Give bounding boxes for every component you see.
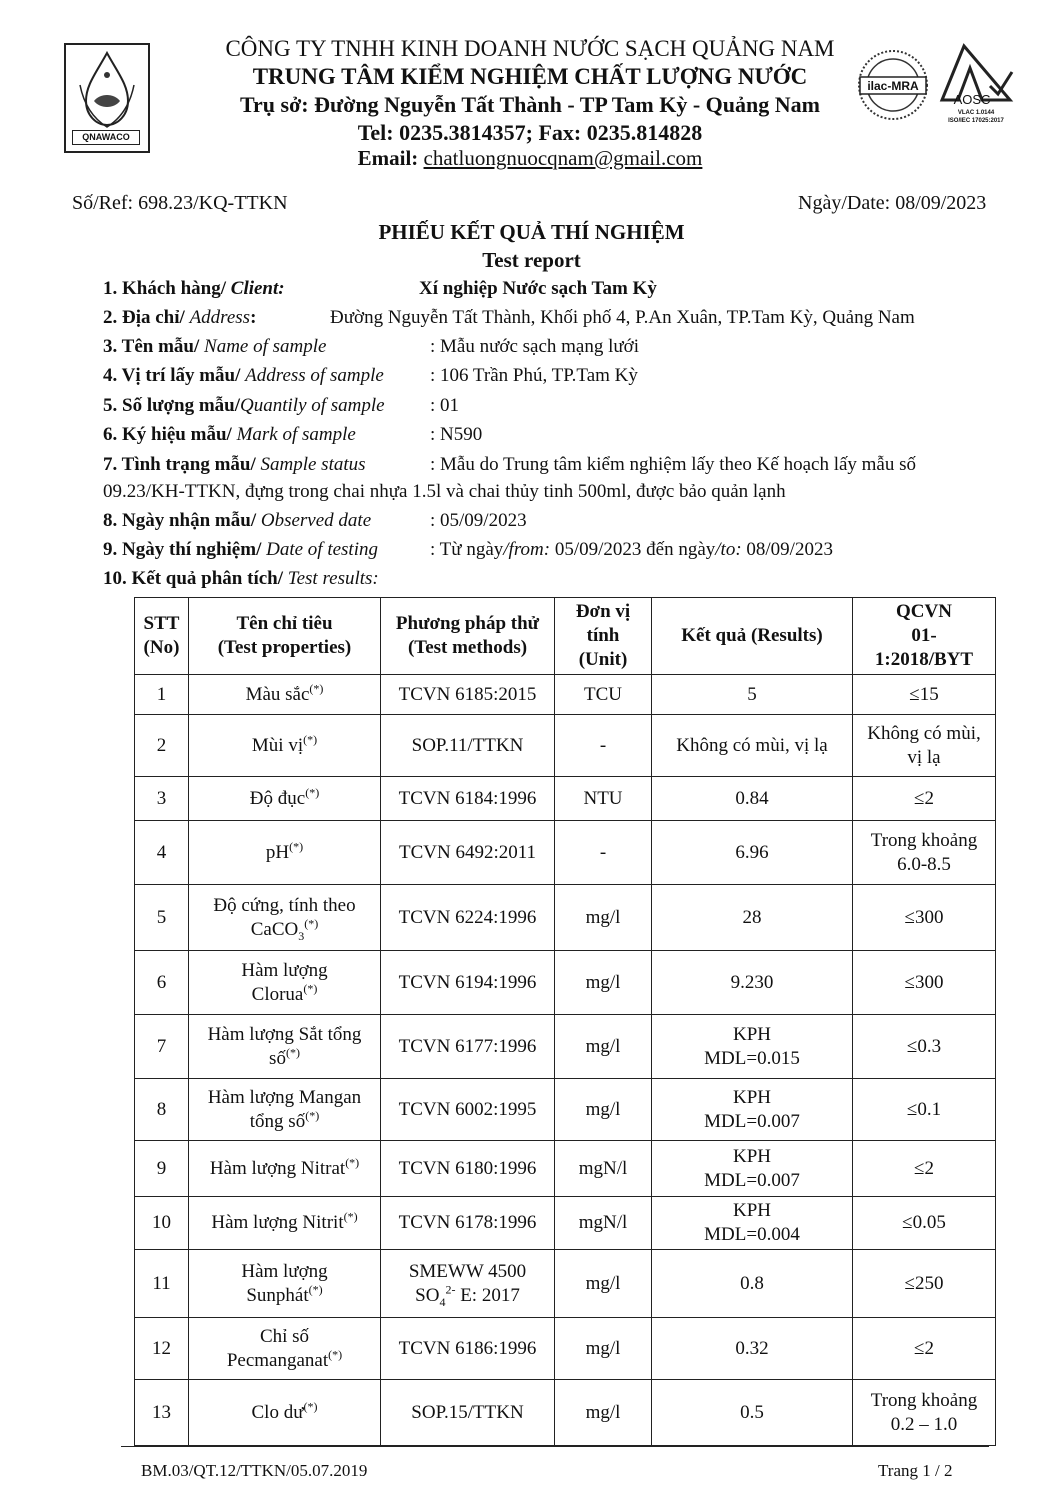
cell-method: TCVN 6185:2015	[381, 675, 555, 715]
cell-unit: mg/l	[555, 1079, 652, 1141]
cell-standard: ≤15	[853, 675, 996, 715]
cell-property: Clo dư(*)	[189, 1380, 381, 1446]
testing-date-value: : Từ ngày/from: 05/09/2023 đến ngày/to: 08/09/2023	[430, 539, 833, 560]
cell-unit: -	[555, 821, 652, 885]
footer-divider	[121, 1446, 989, 1447]
cell-standard: ≤0.05	[853, 1197, 996, 1250]
cell-no: 5	[135, 885, 189, 951]
cell-no: 13	[135, 1380, 189, 1446]
company-name: CÔNG TY TNHH KINH DOANH NƯỚC SẠCH QUẢNG NAM	[225, 36, 835, 61]
header-property: Tên chỉ tiêu (Test properties)	[189, 598, 381, 675]
cell-property: Độ cứng, tính theo CaCO$_3$(*)	[189, 885, 381, 951]
cell-property: Hàm lượng Mangan tổng số(*)	[189, 1079, 381, 1141]
cell-no: 3	[135, 777, 189, 821]
form-code: BM.03/QT.12/TTKN/05.07.2019	[141, 1461, 368, 1480]
cell-property: Hàm lượng Clorua(*)	[189, 951, 381, 1015]
email-link[interactable]: chatluongnuocqnam@gmail.com	[423, 146, 703, 170]
client-label: 1. Khách hàng/ Client:	[103, 278, 285, 299]
center-name: TRUNG TÂM KIỂM NGHIỆM CHẤT LƯỢNG NƯỚC	[252, 64, 808, 89]
cell-unit: mg/l	[555, 1318, 652, 1380]
cell-result: KPH MDL=0.004	[652, 1197, 853, 1250]
table-row	[135, 777, 996, 821]
cell-method: TCVN 6177:1996	[381, 1015, 555, 1079]
address-line: Trụ sở: Đường Nguyễn Tất Thành - TP Tam Kỳ - Quảng Nam	[240, 92, 820, 117]
table-row	[135, 1079, 996, 1141]
header-method: Phương pháp thử (Test methods)	[381, 598, 555, 675]
tel-line: Tel: 0235.3814357; Fax: 0235.814828	[357, 120, 703, 145]
cell-no: 2	[135, 715, 189, 777]
results-table	[134, 597, 996, 1446]
cell-no: 12	[135, 1318, 189, 1380]
client-value: Xí nghiệp Nước sạch Tam Kỳ	[419, 278, 657, 299]
cell-no: 10	[135, 1197, 189, 1250]
cell-unit: TCU	[555, 675, 652, 715]
report-subtitle: Test report	[482, 248, 581, 272]
cell-no: 9	[135, 1141, 189, 1197]
cell-standard: ≤300	[853, 885, 996, 951]
observed-date-value: : 05/09/2023	[430, 510, 527, 531]
cell-no: 8	[135, 1079, 189, 1141]
page-number: Trang 1 / 2	[878, 1461, 953, 1480]
cell-result: 6.96	[652, 821, 853, 885]
table-row	[135, 1250, 996, 1318]
cell-standard: Trong khoảng 6.0-8.5	[853, 821, 996, 885]
cell-result: KPH MDL=0.007	[652, 1079, 853, 1141]
status-label: 7. Tình trạng mẫu/ Sample status	[103, 454, 366, 475]
cell-standard: ≤250	[853, 1250, 996, 1318]
sample-address-label: 4. Vị trí lấy mẫu/ Address of sample	[103, 365, 384, 386]
logo-caption: QNAWACO	[72, 130, 140, 145]
table-row	[135, 1197, 996, 1250]
cell-unit: mg/l	[555, 951, 652, 1015]
email-line	[150, 146, 910, 171]
cell-result: KPH MDL=0.007	[652, 1141, 853, 1197]
cell-standard: ≤0.1	[853, 1079, 996, 1141]
cell-property: Hàm lượng Nitrit(*)	[189, 1197, 381, 1250]
cell-property: Màu sắc(*)	[189, 675, 381, 715]
sample-address-value: : 106 Trần Phú, TP.Tam Kỳ	[430, 365, 638, 386]
cell-result: KPH MDL=0.015	[652, 1015, 853, 1079]
cell-result: 28	[652, 885, 853, 951]
cell-standard: ≤2	[853, 1318, 996, 1380]
cell-result: 0.8	[652, 1250, 853, 1318]
cell-standard: Trong khoảng 0.2 – 1.0	[853, 1380, 996, 1446]
cell-unit: mg/l	[555, 885, 652, 951]
cell-method: SOP.11/TTKN	[381, 715, 555, 777]
sample-name-label: 3. Tên mẫu/ Name of sample	[103, 336, 327, 357]
aosc-iso: ISO/IEC 17025:2017	[948, 118, 1004, 124]
table-row	[135, 1015, 996, 1079]
aosc-vlac: VLAC 1.0144	[957, 110, 995, 116]
cell-property: Mùi vị(*)	[189, 715, 381, 777]
cell-standard: ≤0.3	[853, 1015, 996, 1079]
status-value-2: 09.23/KH-TTKN, đựng trong chai nhựa 1.5l và chai thủy tinh 500ml, được bảo quản lạnh	[103, 481, 786, 502]
table-row	[135, 885, 996, 951]
status-value-1: : Mẫu do Trung tâm kiểm nghiệm lấy theo Kế hoạch lấy mẫu số	[430, 454, 917, 475]
cell-standard: ≤300	[853, 951, 996, 1015]
report-title: PHIẾU KẾT QUẢ THÍ NGHIỆM	[378, 220, 685, 244]
quantity-value: : 01	[430, 395, 460, 416]
table-row	[135, 1318, 996, 1380]
cell-standard: ≤2	[853, 1141, 996, 1197]
cell-method: TCVN 6492:2011	[381, 821, 555, 885]
cell-property: Độ đục(*)	[189, 777, 381, 821]
cell-result: 0.5	[652, 1380, 853, 1446]
cell-no: 6	[135, 951, 189, 1015]
ilac-mra-mark	[854, 46, 932, 124]
cell-unit: -	[555, 715, 652, 777]
cell-method: SMEWW 4500 $SO_4^{2-}$ E: 2017	[381, 1250, 555, 1318]
header-unit: Đơn vị tính (Unit)	[555, 598, 652, 675]
cell-method: TCVN 6186:1996	[381, 1318, 555, 1380]
cell-no: 4	[135, 821, 189, 885]
cell-result: 0.32	[652, 1318, 853, 1380]
cell-method: SOP.15/TTKN	[381, 1380, 555, 1446]
table-row	[135, 1380, 996, 1446]
ilac-mra-text: ilac-MRA	[867, 79, 919, 93]
cell-result: 5	[652, 675, 853, 715]
cell-method: TCVN 6002:1995	[381, 1079, 555, 1141]
cell-no: 1	[135, 675, 189, 715]
results-label: 10. Kết quả phân tích/ Test results:	[103, 568, 379, 589]
cell-standard: ≤2	[853, 777, 996, 821]
quantity-label: 5. Số lượng mẫu/Quantily of sample	[103, 395, 385, 416]
cell-unit: NTU	[555, 777, 652, 821]
table-row	[135, 675, 996, 715]
cell-unit: mgN/l	[555, 1197, 652, 1250]
cell-method: TCVN 6178:1996	[381, 1197, 555, 1250]
cell-property: Hàm lượng Sắt tổng số(*)	[189, 1015, 381, 1079]
address-value: Đường Nguyễn Tất Thành, Khối phố 4, P.An Xuân, TP.Tam Kỳ, Quảng Nam	[330, 307, 915, 328]
cell-property: Hàm lượng Sunphát(*)	[189, 1250, 381, 1318]
observed-date-label: 8. Ngày nhận mẫu/ Observed date	[103, 510, 372, 531]
report-date: Ngày/Date: 08/09/2023	[798, 192, 987, 214]
sample-name-value: : Mẫu nước sạch mạng lưới	[430, 336, 640, 357]
header-no: STT (No)	[135, 598, 189, 675]
email-label: Email:	[357, 146, 424, 170]
cell-result: Không có mùi, vị lạ	[652, 715, 853, 777]
ref-number: Số/Ref: 698.23/KQ-TTKN	[72, 192, 288, 214]
cell-method: TCVN 6184:1996	[381, 777, 555, 821]
cell-standard: Không có mùi, vị lạ	[853, 715, 996, 777]
address-label: 2. Địa chỉ/ Address:	[103, 307, 257, 328]
header-standard: QCVN 01- 1:2018/BYT	[853, 598, 996, 675]
table-row	[135, 951, 996, 1015]
cell-unit: mg/l	[555, 1015, 652, 1079]
cell-property: Hàm lượng Nitrat(*)	[189, 1141, 381, 1197]
company-logo	[64, 43, 150, 153]
cell-property: Chỉ số Pecmanganat(*)	[189, 1318, 381, 1380]
mark-value: : N590	[430, 424, 483, 445]
mark-label: 6. Ký hiệu mẫu/ Mark of sample	[103, 424, 356, 445]
table-header-row	[135, 598, 996, 675]
cell-method: TCVN 6194:1996	[381, 951, 555, 1015]
testing-date-label: 9. Ngày thí nghiệm/ Date of testing	[103, 539, 378, 560]
table-row	[135, 1141, 996, 1197]
cell-result: 0.84	[652, 777, 853, 821]
cell-method: TCVN 6224:1996	[381, 885, 555, 951]
header-result: Kết quả (Results)	[652, 598, 853, 675]
cell-unit: mg/l	[555, 1380, 652, 1446]
table-row	[135, 715, 996, 777]
aosc-text: AOSC	[953, 92, 991, 107]
cell-property: pH(*)	[189, 821, 381, 885]
cell-no: 11	[135, 1250, 189, 1318]
aosc-mark	[936, 42, 1016, 138]
cell-unit: mgN/l	[555, 1141, 652, 1197]
cell-no: 7	[135, 1015, 189, 1079]
cell-result: 9.230	[652, 951, 853, 1015]
cell-method: TCVN 6180:1996	[381, 1141, 555, 1197]
cell-unit: mg/l	[555, 1250, 652, 1318]
table-row	[135, 821, 996, 885]
